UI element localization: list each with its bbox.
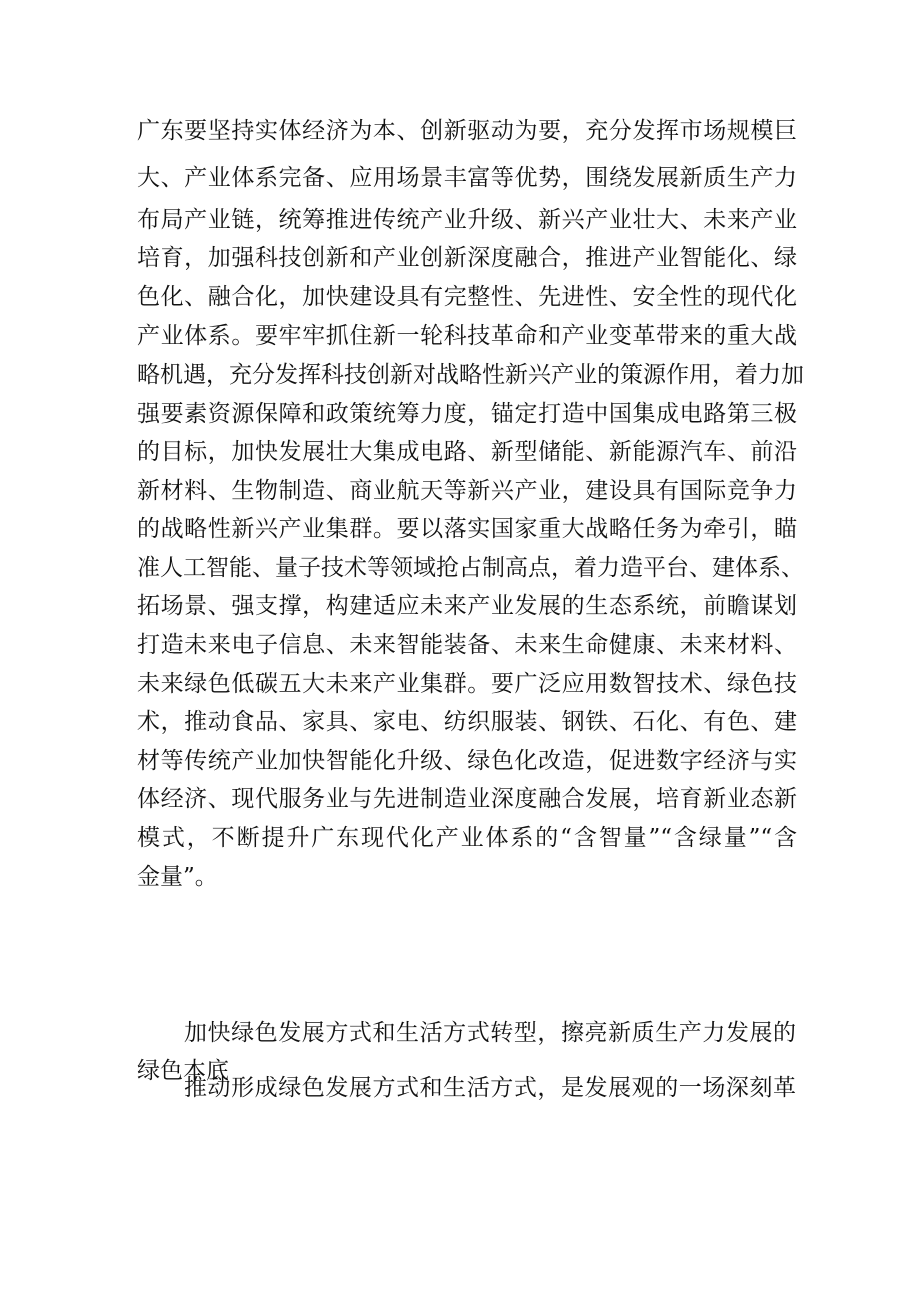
paragraph-line: 培育，加强科技创新和产业创新深度融合，推进产业智能化、绿 [137,245,797,271]
paragraph-line: 的目标，加快发展壮大集成电路、新型储能、新能源汽车、前沿 [137,439,797,465]
paragraph-line: 色化、融合化，加快建设具有完整性、先进性、安全性的现代化 [137,284,797,310]
paragraph-line: 准人工智能、量子技术等领域抢占制高点，着力造平台、建体系、 [137,555,804,581]
paragraph-line: 拓场景、强支撑，构建适应未来产业发展的生态系统，前瞻谋划 [137,593,797,619]
heading-line: 绿色本底 [137,1058,229,1084]
paragraph-line: 材等传统产业加快智能化升级、绿色化改造，促进数字经济与实 [137,748,797,774]
paragraph-line: 新材料、生物制造、商业航天等新兴产业，建设具有国际竞争力 [137,478,797,504]
paragraph-line: 大、产业体系完备、应用场景丰富等优势，围绕发展新质生产力 [137,165,797,191]
paragraph-line: 模式，不断提升广东现代化产业体系的“含智量”“含绿量”“含 [137,825,797,851]
paragraph-line: 的战略性新兴产业集群。要以落实国家重大战略任务为牵引，瞄 [137,516,797,542]
paragraph-line: 未来绿色低碳五大未来产业集群。要广泛应用数智技术、绿色技 [137,671,797,697]
paragraph-line: 体经济、现代服务业与先进制造业深度融合发展，培育新业态新 [137,786,797,812]
paragraph-line: 强要素资源保障和政策统筹力度，锚定打造中国集成电路第三极 [137,401,797,427]
paragraph-line: 打造未来电子信息、未来智能装备、未来生命健康、未来材料、 [137,632,797,658]
paragraph-line: 广东要坚持实体经济为本、创新驱动为要，充分发挥市场规模巨 [137,118,797,144]
heading-line: 加快绿色发展方式和生活方式转型，擦亮新质生产力发展的 [184,1020,796,1046]
paragraph-line: 推动形成绿色发展方式和生活方式，是发展观的一场深刻革 [184,1075,796,1101]
paragraph-line: 金量”。 [137,864,218,890]
paragraph-line: 略机遇，充分发挥科技创新对战略性新兴产业的策源作用，着力加 [137,362,804,388]
paragraph-line: 布局产业链，统筹推进传统产业升级、新兴产业壮大、未来产业 [137,207,797,233]
paragraph-line: 术，推动食品、家具、家电、纺织服装、钢铁、石化、有色、建 [137,709,797,735]
paragraph-line: 产业体系。要牢牢抓住新一轮科技革命和产业变革带来的重大战 [137,323,797,349]
